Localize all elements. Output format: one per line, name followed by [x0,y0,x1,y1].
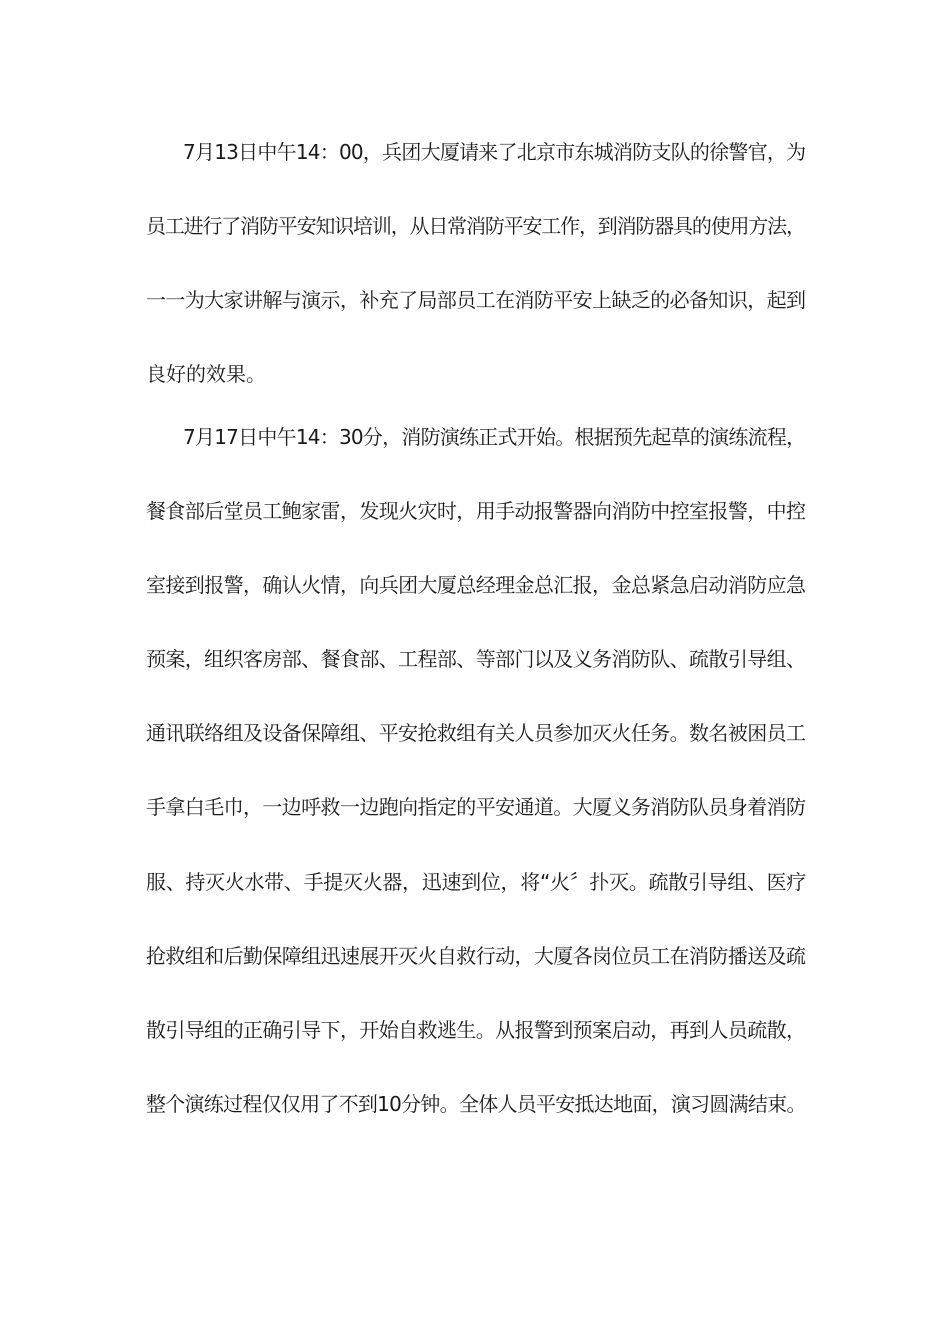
paragraph-2-line-2: 餐食部后堂员工鲍家雷，发现火灾时，用手动报警器向消防中控室报警，中控 [146,499,806,523]
paragraph-1-line-1: 7月13日中午14：00，兵团大厦请来了北京市东城消防支队的徐警官，为 [183,140,806,164]
paragraph-2-line-6: 手拿白毛巾，一边呼救一边跑向指定的平安通道。大厦义务消防队员身着消防 [146,795,806,819]
paragraph-2-line-5: 通讯联络组及设备保障组、平安抢救组有关人员参加灭火任务。数名被困员工 [146,721,806,745]
paragraph-2-line-8: 抢救组和后勤保障组迅速展开灭火自救行动，大厦各岗位员工在消防播送及疏 [146,944,806,968]
paragraph-2-line-9: 散引导组的正确引导下，开始自救逃生。从报警到预案启动，再到人员疏散， [146,1018,806,1042]
paragraph-1-line-4: 良好的效果。 [146,362,266,386]
paragraph-2-line-4: 预案，组织客房部、餐食部、工程部、等部门以及义务消防队、疏散引导组、 [146,647,806,671]
paragraph-1-line-2: 员工进行了消防平安知识培训，从日常消防平安工作，到消防器具的使用方法， [146,214,805,238]
paragraph-1-line-3: 一一为大家讲解与演示，补充了局部员工在消防平安上缺乏的必备知识，起到 [146,288,806,312]
paragraph-2-line-10: 整个演练过程仅仅用了不到10分钟。全体人员平安抵达地面，演习圆满结束。 [146,1092,806,1116]
paragraph-2-line-1: 7月17日中午14：30分，消防演练正式开始。根据预先起草的演练流程， [183,425,806,449]
paragraph-2-line-3: 室接到报警，确认火情，向兵团大厦总经理金总汇报，金总紧急启动消防应急 [146,573,806,597]
paragraph-2-line-7: 服、持灭火水带、手提灭火器，迅速到位，将“火〞扑灭。疏散引导组、医疗 [146,870,807,894]
